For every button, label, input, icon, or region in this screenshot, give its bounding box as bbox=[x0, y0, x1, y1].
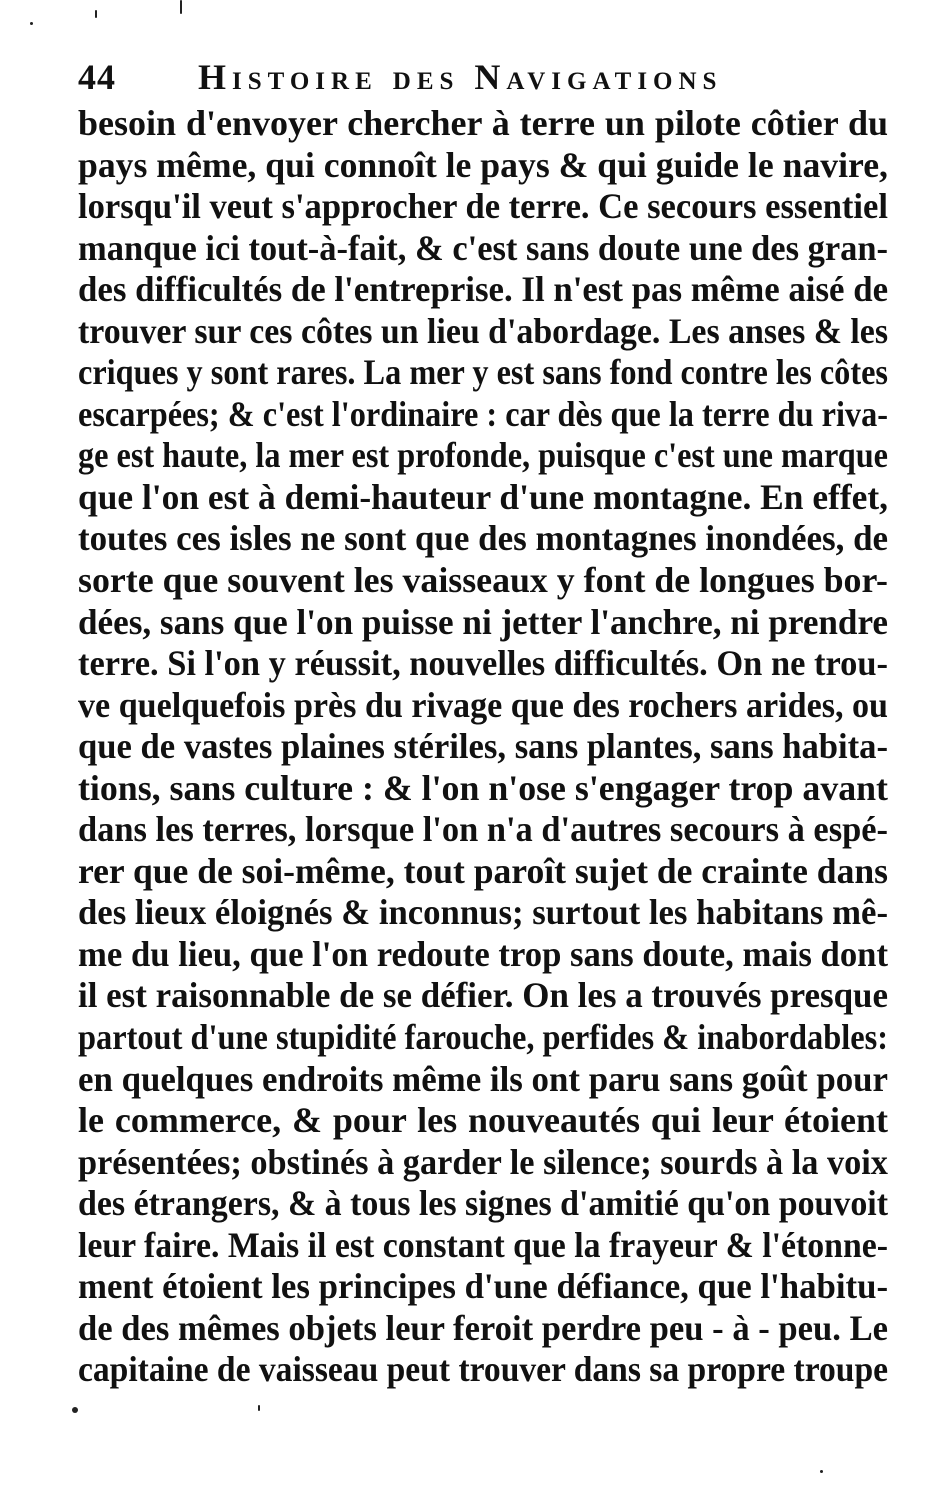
text-line: capitaine de vaisseau peut trouver dans sa propre troupe bbox=[78, 1349, 889, 1390]
text-line: des lieux éloignés & inconnus; surtout les habitans mê- bbox=[78, 892, 889, 933]
text-line: dées, sans que l'on puisse ni jetter l'anchre, ni prendre bbox=[78, 601, 889, 642]
text-line: rer que de soi-même, tout paroît sujet de crainte dans bbox=[78, 850, 889, 891]
text-line: pays même, qui connoît le pays & qui guide le navire, bbox=[78, 144, 888, 185]
text-line: sorte que souvent les vaisseaux y font de longues bor- bbox=[78, 560, 888, 601]
scan-speck bbox=[820, 1470, 823, 1473]
text-line: escarpées; & c'est l'ordinaire : car dès que la terre du riva- bbox=[78, 393, 888, 434]
text-line: des difficultés de l'entreprise. Il n'est pas même aisé de bbox=[78, 269, 889, 310]
scan-speck bbox=[30, 22, 33, 25]
text-line: partout d'une stupidité farouche, perfides & inabordables: bbox=[78, 1017, 889, 1058]
scan-speck bbox=[95, 10, 97, 18]
text-line: il est raisonnable de se défier. On les a trouvés presque bbox=[78, 975, 888, 1016]
text-line: en quelques endroits même ils ont paru sans goût pour bbox=[78, 1058, 889, 1099]
text-line: ment étoient les principes d'une défiance, que l'habitu- bbox=[78, 1266, 889, 1307]
page-number: 44 bbox=[78, 57, 116, 97]
text-line: lorsqu'il veut s'approcher de terre. Ce secours essentiel bbox=[78, 186, 888, 227]
text-line: que l'on est à demi-hauteur d'une montagne. En effet, bbox=[78, 476, 889, 517]
text-line: trouver sur ces côtes un lieu d'abordage. Les anses & les bbox=[78, 310, 889, 351]
text-line: de des mêmes objets leur feroit perdre peu - à - peu. Le bbox=[78, 1307, 889, 1348]
body-text bbox=[78, 103, 888, 1391]
page-header bbox=[78, 52, 838, 102]
text-line: dans les terres, lorsque l'on n'a d'autres secours à espé- bbox=[78, 809, 889, 850]
text-line: criques y sont rares. La mer y est sans fond contre les côtes bbox=[78, 352, 888, 393]
text-line: manque ici tout-à-fait, & c'est sans doute une des gran- bbox=[78, 227, 889, 268]
text-line: ve quelquefois près du rivage que des rochers arides, ou bbox=[78, 684, 889, 725]
text-line: que de vastes plaines stériles, sans plantes, sans habita- bbox=[78, 726, 889, 767]
text-line: besoin d'envoyer chercher à terre un pilote côtier du bbox=[78, 103, 888, 143]
text-line: terre. Si l'on y réussit, nouvelles difficultés. On ne trou- bbox=[78, 643, 888, 684]
scan-speck bbox=[258, 1405, 260, 1411]
text-line: leur faire. Mais il est constant que la frayeur & l'étonne- bbox=[78, 1224, 889, 1265]
text-line: toutes ces isles ne sont que des montagnes inondées, de bbox=[78, 518, 889, 559]
text-line: ge est haute, la mer est profonde, puisque c'est une marque bbox=[78, 435, 888, 476]
text-line: présentées; obstinés à garder le silence; sourds à la voix bbox=[78, 1141, 888, 1182]
running-head: Histoire des Navigations bbox=[198, 57, 723, 97]
text-line: tions, sans culture : & l'on n'ose s'engager trop avant bbox=[78, 767, 888, 808]
text-line: le commerce, & pour les nouveautés qui leur étoient bbox=[78, 1100, 888, 1141]
text-line: me du lieu, que l'on redoute trop sans doute, mais dont bbox=[78, 933, 889, 974]
scan-speck bbox=[180, 0, 182, 14]
scan-speck bbox=[72, 1407, 78, 1413]
text-line: des étrangers, & à tous les signes d'amitié qu'on pouvoit bbox=[78, 1183, 888, 1224]
